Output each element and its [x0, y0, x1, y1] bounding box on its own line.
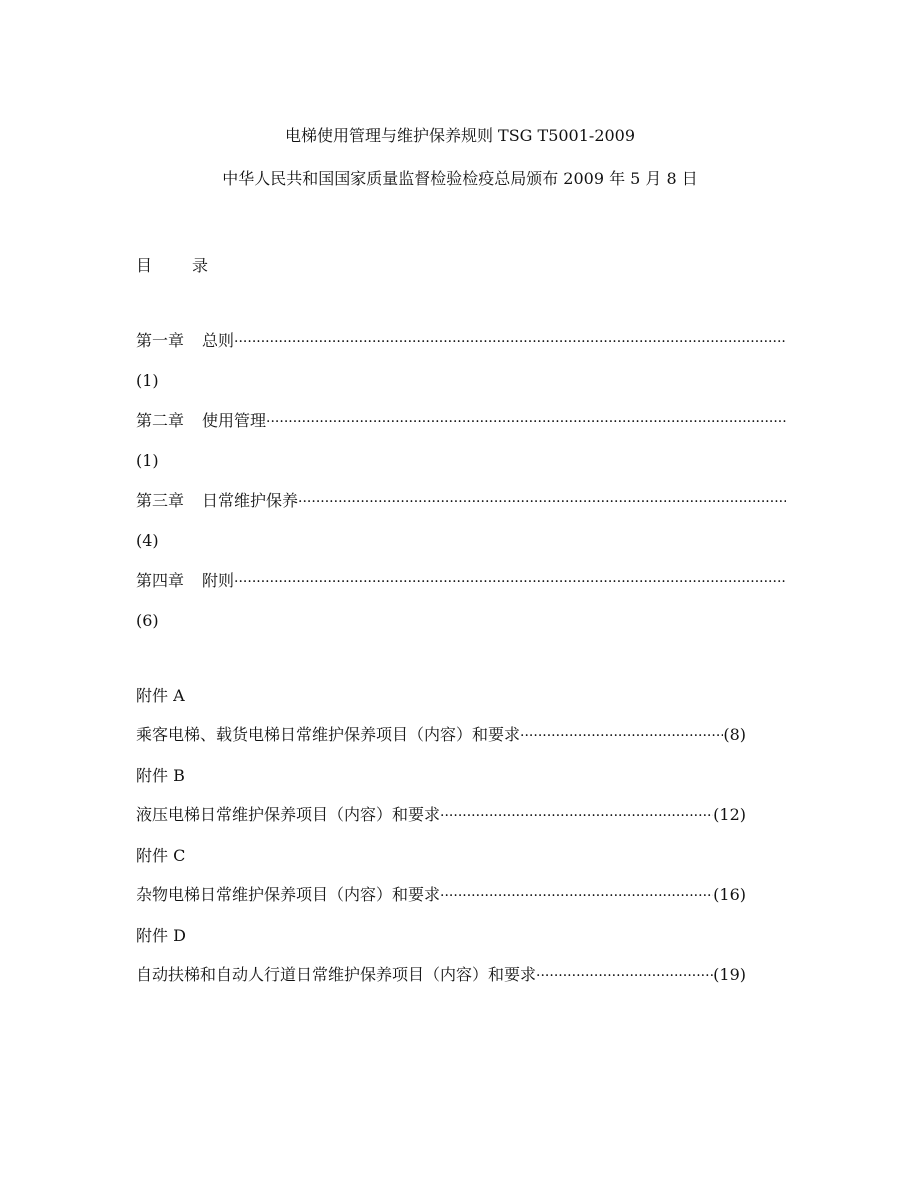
- dot-leader: [440, 804, 713, 828]
- appendix-title: 杂物电梯日常维护保养项目（内容）和要求: [136, 885, 441, 904]
- appendix-d-label: 附件 D: [136, 926, 186, 945]
- chapter-number: 第四章: [136, 571, 185, 590]
- appendix-a-label: 附件 A: [136, 686, 185, 705]
- appendix-title: 自动扶梯和自动人行道日常维护保养项目（内容）和要求: [136, 965, 537, 984]
- appendix-page: (19): [713, 965, 746, 984]
- dot-leader: [266, 410, 786, 434]
- chapter-number: 第二章: [136, 411, 185, 430]
- toc-entry-appendix-d[interactable]: [136, 963, 746, 988]
- chapter-title: 附则: [202, 571, 235, 590]
- toc-entry-chapter-2-page: (1): [136, 451, 159, 470]
- appendix-page: (8): [723, 725, 746, 744]
- chapter-number: 第一章: [136, 331, 185, 350]
- chapter-title: 总则: [202, 331, 235, 350]
- appendix-title: 乘客电梯、载货电梯日常维护保养项目（内容）和要求: [136, 725, 521, 744]
- toc-heading: [136, 254, 208, 278]
- appendix-b-label: 附件 B: [136, 766, 185, 785]
- dot-leader: [520, 724, 723, 748]
- document-title: 电梯使用管理与维护保养规则 TSG T5001-2009: [284, 126, 636, 145]
- document-subtitle: 中华人民共和国国家质量监督检验检疫总局颁布 2009 年 5 月 8 日: [222, 169, 698, 188]
- toc-heading-part2: 录: [192, 256, 209, 275]
- appendix-title: 液压电梯日常维护保养项目（内容）和要求: [136, 805, 441, 824]
- chapter-title: 使用管理: [202, 411, 267, 430]
- toc-entry-chapter-1-page: (1): [136, 371, 159, 390]
- chapter-number: 第三章: [136, 491, 185, 510]
- appendix-page: (16): [713, 885, 746, 904]
- dot-leader: [298, 490, 786, 514]
- toc-entry-chapter-4-page: (6): [136, 611, 159, 630]
- toc-entry-appendix-c[interactable]: [136, 883, 746, 908]
- toc-entry-chapter-3[interactable]: [136, 489, 786, 514]
- toc-entry-chapter-1[interactable]: [136, 329, 786, 354]
- dot-leader: [440, 884, 713, 908]
- toc-entry-chapter-3-page: (4): [136, 531, 159, 550]
- dot-leader: [234, 570, 786, 594]
- dot-leader: [536, 964, 713, 988]
- chapter-title: 日常维护保养: [202, 491, 299, 510]
- toc-entry-chapter-4[interactable]: [136, 569, 786, 594]
- appendix-page: (12): [713, 805, 746, 824]
- appendix-c-label: 附件 C: [136, 846, 186, 865]
- toc-entry-appendix-b[interactable]: [136, 803, 746, 828]
- toc-heading-part1: 目: [136, 256, 153, 275]
- toc-entry-appendix-a[interactable]: [136, 723, 746, 748]
- toc-entry-chapter-2[interactable]: [136, 409, 786, 434]
- dot-leader: [234, 330, 786, 354]
